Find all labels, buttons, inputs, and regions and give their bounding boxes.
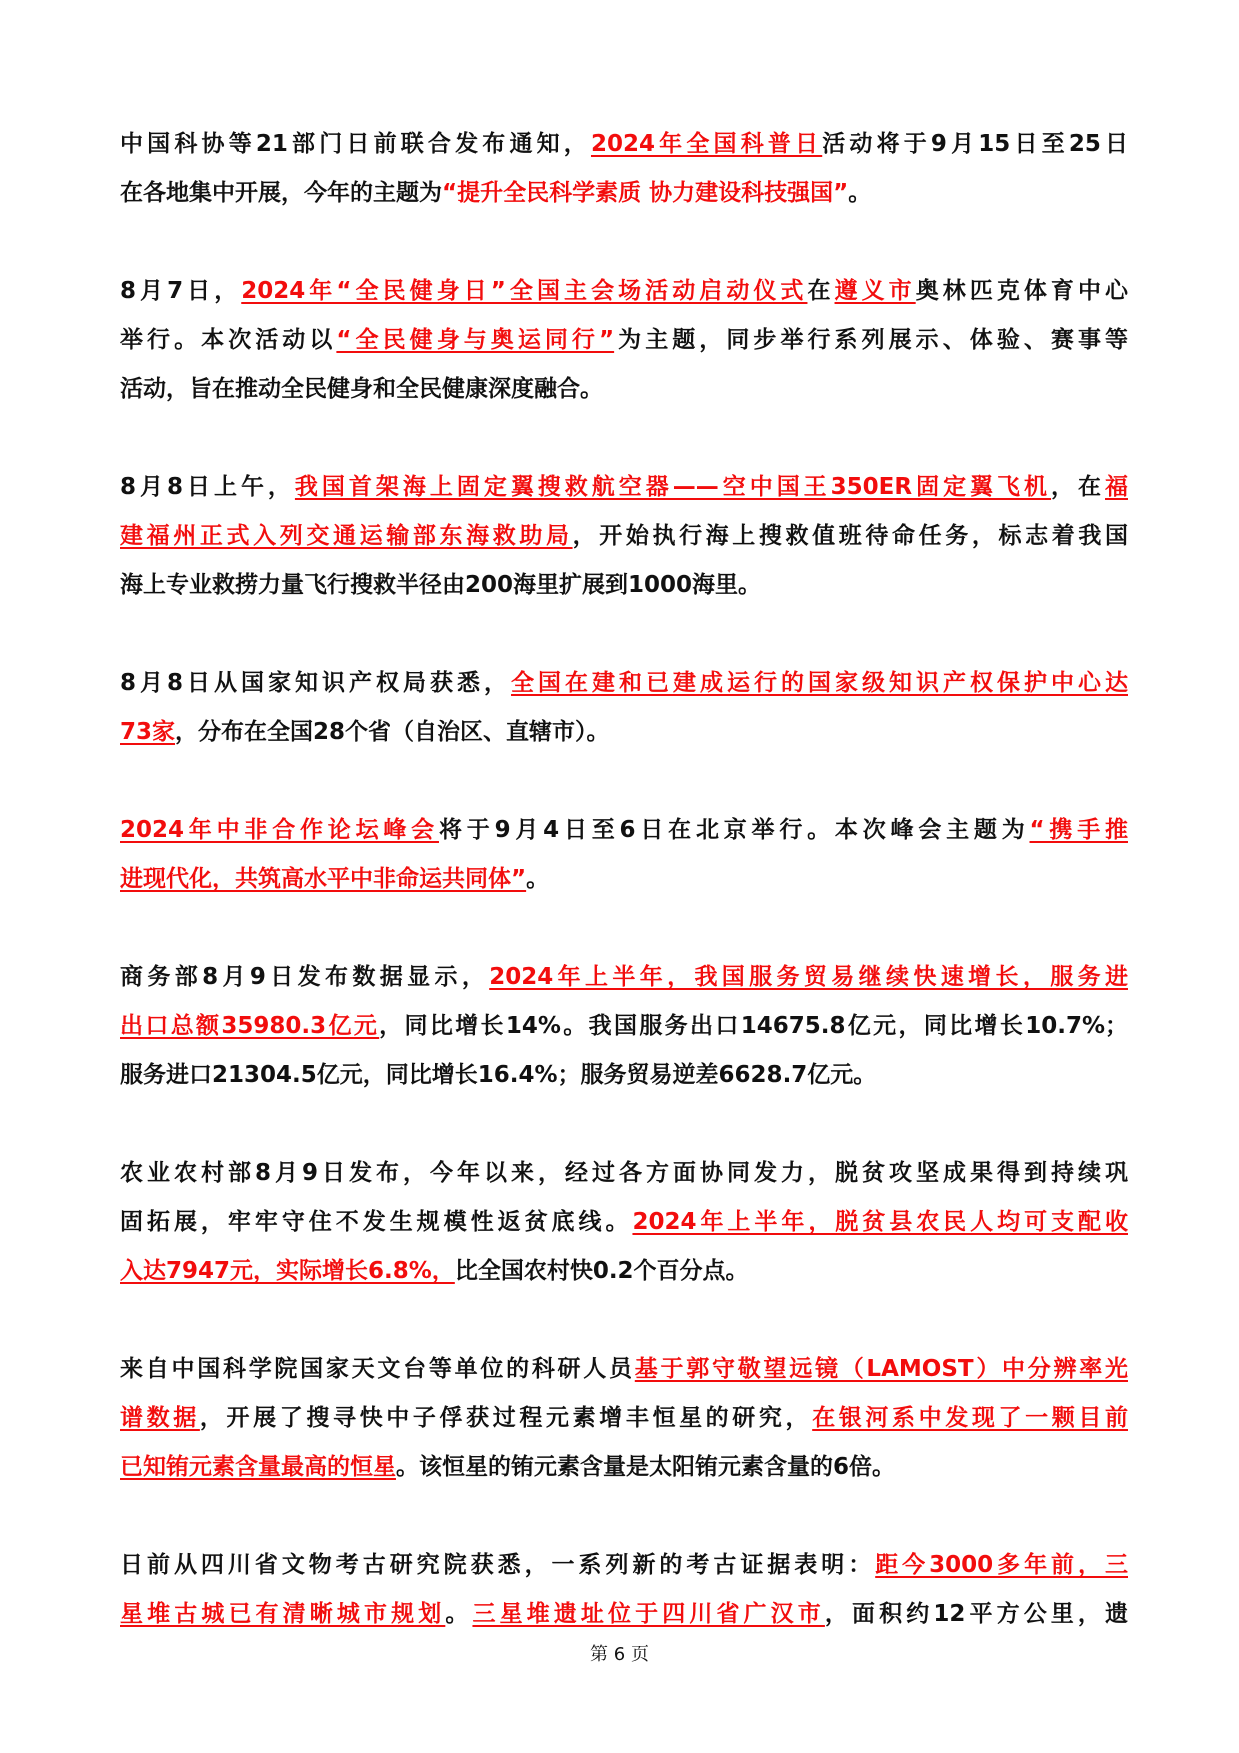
highlighted-text: “携手推 <box>1029 817 1128 843</box>
highlighted-text: 73家 <box>120 719 176 745</box>
body-text: ，开始执行海上搜救值班待命任务，标志着我国 <box>572 523 1128 549</box>
highlighted-text: 遵义市 <box>834 278 916 304</box>
highlighted-text: 建福州正式入列交通运输部东海救助局 <box>120 523 573 549</box>
text-line <box>120 365 1128 414</box>
body-text: 活动将于9月15日至25日 <box>822 131 1128 157</box>
text-line <box>120 1443 1128 1492</box>
page-number: 第 6 页 <box>590 1644 649 1665</box>
highlighted-text: 基于郭守敬望远镜（LAMOST）中分辨率光 <box>634 1356 1128 1382</box>
body-text: 。 <box>445 1601 473 1627</box>
news-paragraph <box>120 1149 1128 1296</box>
highlighted-text: 三星堆遗址位于四川省广汉市 <box>472 1601 825 1627</box>
highlighted-text: 2024年上半年，脱贫县农民人均可支配收 <box>632 1209 1128 1235</box>
text-line <box>120 953 1128 1002</box>
text-line <box>120 316 1128 365</box>
body-text: ，同比增长14%。我国服务出口14675.8亿元，同比增长10.7%； <box>379 1013 1128 1039</box>
body-text: 中国科协等21部门日前联合发布通知， <box>120 131 591 157</box>
text-line <box>120 708 1128 757</box>
news-paragraph <box>120 1541 1128 1639</box>
text-line <box>120 1051 1128 1100</box>
body-text: 固拓展，牢牢守住不发生规模性返贫底线。 <box>120 1209 633 1235</box>
body-text: 。 <box>848 180 872 206</box>
body-text: 。 <box>526 866 550 892</box>
body-text: 海上专业救捞力量飞行搜救半径由200海里扩展到1000海里。 <box>120 572 762 598</box>
body-text: 比全国农村快0.2个百分点。 <box>454 1258 749 1284</box>
body-text: 举行。本次活动以 <box>120 327 337 353</box>
highlighted-text: 出口总额35980.3亿元 <box>120 1013 380 1039</box>
highlighted-text: 距今3000多年前，三 <box>875 1552 1128 1578</box>
body-text: 为主题，同步举行系列展示、体验、赛事等 <box>614 327 1128 353</box>
highlighted-text: 已知铕元素含量最高的恒星 <box>120 1454 396 1480</box>
news-paragraph <box>120 267 1128 414</box>
body-text: 活动，旨在推动全民健身和全民健康深度融合。 <box>120 376 603 402</box>
news-paragraph <box>120 806 1128 904</box>
body-text: 8月7日， <box>120 278 242 304</box>
text-line <box>120 120 1128 169</box>
highlighted-text: 2024年全国科普日 <box>590 131 823 157</box>
highlighted-text: 2024年上半年，我国服务贸易继续快速增长，服务进 <box>489 964 1128 990</box>
body-text: 8月8日从国家知识产权局获悉， <box>120 670 512 696</box>
body-text: 在各地集中开展，今年的主题为 <box>120 180 442 206</box>
text-line <box>120 1002 1128 1051</box>
highlighted-text: 进现代化，共筑高水平中非命运共同体” <box>120 866 527 892</box>
highlighted-text: 福 <box>1105 474 1128 500</box>
text-line <box>120 1247 1128 1296</box>
highlighted-text: 在银河系中发现了一颗目前 <box>812 1405 1128 1431</box>
text-line <box>120 1149 1128 1198</box>
highlighted-text: 2024年中非合作论坛峰会 <box>120 817 439 843</box>
highlighted-text: 我国首架海上固定翼搜救航空器——空中国王350ER固定翼飞机 <box>294 474 1052 500</box>
news-paragraph <box>120 953 1128 1100</box>
body-text: 商务部8月9日发布数据显示， <box>120 964 490 990</box>
highlighted-text: 谱数据 <box>120 1405 200 1431</box>
text-line <box>120 855 1128 904</box>
body-text: ，在 <box>1051 474 1106 500</box>
body-text: ，开展了搜寻快中子俘获过程元素增丰恒星的研究， <box>199 1405 813 1431</box>
text-line <box>120 561 1128 610</box>
body-text: 将于9月4日至6日在北京举行。本次峰会主题为 <box>438 817 1030 843</box>
body-text: 服务进口21304.5亿元，同比增长16.4%；服务贸易逆差6628.7亿元。 <box>120 1062 877 1088</box>
text-line <box>120 1590 1128 1639</box>
body-text: 日前从四川省文物考古研究院获悉，一系列新的考古证据表明： <box>120 1552 876 1578</box>
text-line <box>120 1394 1128 1443</box>
text-line <box>120 267 1128 316</box>
document-body <box>120 120 1128 1688</box>
body-text: 农业农村部8月9日发布，今年以来，经过各方面协同发力，脱贫攻坚成果得到持续巩 <box>120 1160 1128 1186</box>
body-text: 。该恒星的铕元素含量是太阳铕元素含量的6倍。 <box>396 1454 896 1480</box>
news-paragraph <box>120 1345 1128 1492</box>
news-paragraph <box>120 463 1128 610</box>
highlighted-text: 全国在建和已建成运行的国家级知识产权保护中心达 <box>511 670 1128 696</box>
text-line <box>120 1198 1128 1247</box>
highlighted-text: 星堆古城已有清晰城市规划 <box>120 1601 446 1627</box>
highlighted-text: “提升全民科学素质 协力建设科技强国” <box>442 180 849 206</box>
highlighted-text: “全民健身与奥运同行” <box>336 327 615 353</box>
text-line <box>120 1345 1128 1394</box>
body-text: ，分布在全国28个省（自治区、直辖市）。 <box>175 719 610 745</box>
body-text: ，面积约12平方公里，遗 <box>824 1601 1128 1627</box>
text-line <box>120 659 1128 708</box>
news-paragraph <box>120 659 1128 757</box>
text-line <box>120 169 1128 218</box>
body-text: 在 <box>807 278 835 304</box>
highlighted-text: 2024年“全民健身日”全国主会场活动启动仪式 <box>241 278 808 304</box>
news-paragraph <box>120 120 1128 218</box>
text-line <box>120 512 1128 561</box>
body-text: 8月8日上午， <box>120 474 295 500</box>
body-text: 来自中国科学院国家天文台等单位的科研人员 <box>120 1356 635 1382</box>
body-text: 奥林匹克体育中心 <box>915 278 1128 304</box>
highlighted-text: 入达7947元，实际增长6.8%， <box>120 1258 455 1284</box>
text-line <box>120 1541 1128 1590</box>
text-line <box>120 806 1128 855</box>
text-line <box>120 463 1128 512</box>
